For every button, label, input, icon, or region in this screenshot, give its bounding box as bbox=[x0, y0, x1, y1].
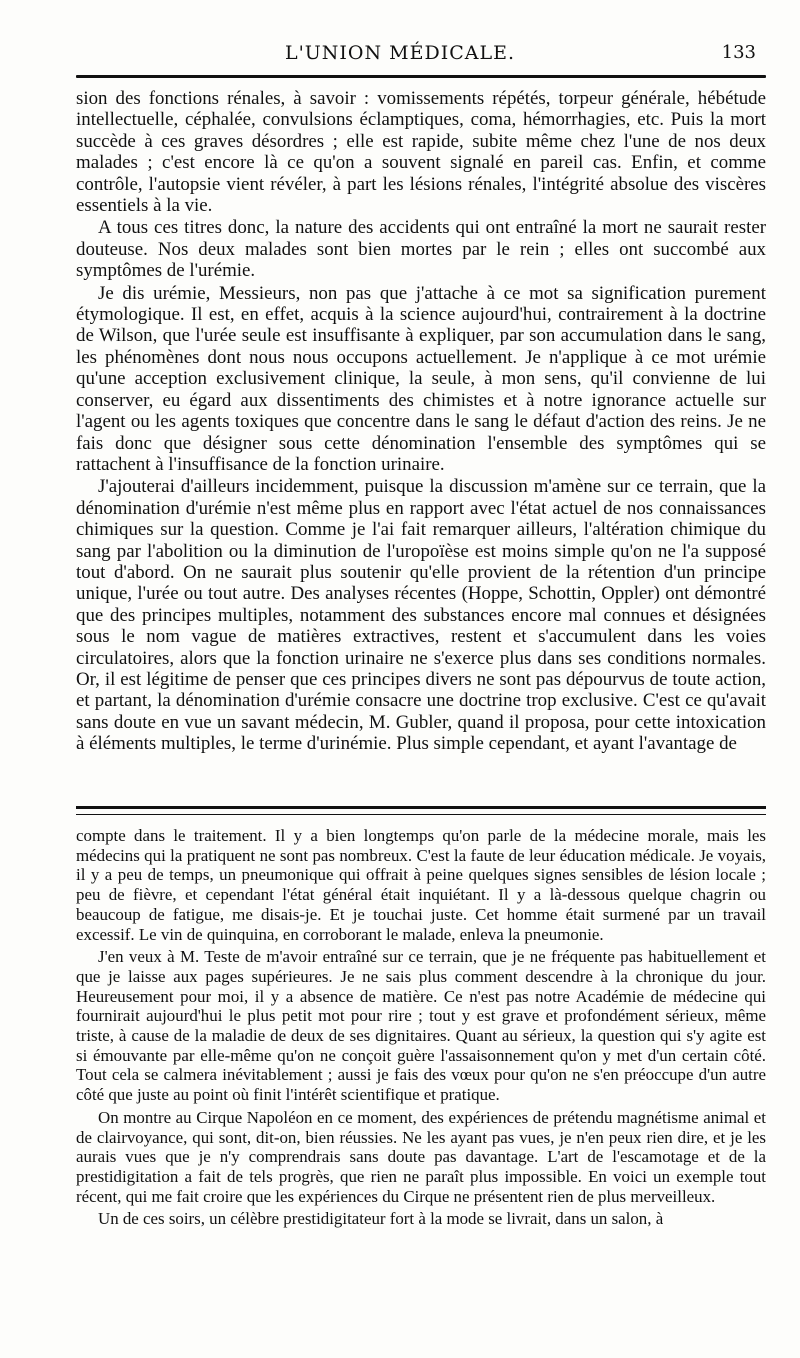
article-paragraph: Je dis urémie, Messieurs, non pas que j'attache à ce mot sa signification purement étymologique. Il est, en effet, acquis à la science aujourd'hui, contrairement à la doctrine de Wilson, que l'urée seule est insuffisante à expliquer, par son accumulation dans le sang, les phénomènes dont nous nous occupons actuellement. Je n'applique à ce mot urémie qu'une acception exclusivement clinique, la seule, à mon sens, qu'il convienne de lui conserver, eu égard aux dissentiments des chimistes et à notre ignorance actuelle sur l'agent ou les agents toxiques que concentre dans le sang le défaut d'action des reins. Je ne fais donc que désigner sous cette dénomination l'ensemble des symptômes qui se rattachent à l'insuffisance de la fonction urinaire. bbox=[76, 282, 766, 475]
feuilleton-paragraph: On montre au Cirque Napoléon en ce moment, des expériences de prétendu magnétisme animal et de clairvoyance, qui sont, dit-on, bien réussies. Ne les ayant pas vues, je n'en peux rien dire, et je les aurais vues que je n'y comprendrais sans doute pas davantage. L'art de l'escamotage et de la prestidigitation a fait de tels progrès, que rien ne paraît plus impossible. En voici un exemple tout récent, qui me fait croire que les expériences du Cirque ne présentent rien de plus merveilleux. bbox=[76, 1107, 766, 1206]
feuilleton-paragraph: compte dans le traitement. Il y a bien longtemps qu'on parle de la médecine morale, mais les médecins qui la pratiquent ne sont pas nombreux. C'est la faute de leur éducation médicale. Je voyais, il y a peu de temps, un pneumonique qui offrait à peine quelques signes sensibles de lésion locale ; peu de fièvre, et cependant l'état général était inquiétant. Il y a là-dessous quelque chagrin ou beaucoup de fatigue, me disais-je. Et je touchai juste. Cet homme était surmené par un travail excessif. Le vin de quinquina, en corroborant le malade, enleva la pneumonie. bbox=[76, 826, 766, 944]
feuilleton-paragraph: J'en veux à M. Teste de m'avoir entraîné sur ce terrain, que je ne fréquente pas habituellement et que je laisse aux pages supérieures. Je ne sais plus comment descendre à la chronique du jour. Heureusement pour moi, il y a absence de matière. Ce n'est pas notre Académie de médecine qui fournirait aujourd'hui le plus petit mot pour rire ; tout y est grave et profondément sérieux, même triste, à cause de la maladie de deux de ses dignitaires. Quant au sérieux, la question qui s'y agite est si émouvante par elle-même qu'on ne conçoit guère l'assaisonnement qu'on y met d'un certain côté. Tout cela se calmera inévitablement ; aussi je fais des vœux pour qu'on ne s'en préoccupe d'un autre côté que juste au point où finit l'intérêt scientifique et pratique. bbox=[76, 947, 766, 1105]
feuilleton-paragraph: Un de ces soirs, un célèbre prestidigitateur fort à la mode se livrait, dans un salon, à bbox=[98, 1209, 664, 1229]
article-paragraph: A tous ces titres donc, la nature des accidents qui ont entraîné la mort ne saurait rester douteuse. Nos deux malades sont bien mortes par le rein ; elles ont succombé aux symptômes de l'urémie. bbox=[76, 217, 766, 282]
main-article-text bbox=[76, 88, 766, 755]
feuilleton-text bbox=[76, 826, 766, 1229]
section-divider-rule bbox=[76, 806, 766, 815]
article-paragraph: J'ajouterai d'ailleurs incidemment, puisque la discussion m'amène sur ce terrain, que la dénomination d'urémie n'est même plus en rapport avec l'état actuel de nos connaissances chimiques sur la question. Comme je l'ai fait remarquer ailleurs, l'altération chimique du sang par l'abolition ou la diminution de l'uropoïèse est moins simple qu'on ne l'a supposé tout d'abord. On ne saurait plus soutenir qu'elle provient de la rétention d'un principe unique, l'urée ou tout autre. Des analyses récentes (Hoppe, Schottin, Oppler) ont démontré que des principes multiples, notamment des substances encore mal connues et désignées sous le nom vague de matières extractives, restent et s'accumulent dans les voies circulatoires, alors que la fonction urinaire ne s'exerce plus dans ses conditions normales. Or, il est légitime de penser que ces principes divers ne sont pas dépourvus de toute action, et partant, la dénomination d'urémie consacre une doctrine trop exclusive. C'est ce qu'avait sans doute en vue un savant médecin, M. Gubler, quand il proposa, pour cette intoxication à éléments multiples, le terme d'urinémie. Plus simple cependant, et ayant l'avantage de bbox=[76, 476, 766, 755]
journal-title: L'UNION MÉDICALE. bbox=[284, 42, 516, 64]
running-header bbox=[0, 36, 800, 70]
article-paragraph: sion des fonctions rénales, à savoir : vomissements répétés, torpeur générale, hébétude intellectuelle, céphalée, convulsions éclamptiques, coma, hémorrhagies, etc. Puis la mort succède à ces graves désordres ; elle est rapide, subite même chez l'une de nos deux malades ; c'est encore là ce qu'on a souvent signalé en pareil cas. Enfin, et comme contrôle, l'autopsie vient révéler, à part les lésions rénales, l'intégrité absolue des viscères essentiels à la vie. bbox=[76, 88, 766, 217]
header-rule bbox=[76, 75, 766, 78]
page-number: 133 bbox=[721, 42, 756, 63]
